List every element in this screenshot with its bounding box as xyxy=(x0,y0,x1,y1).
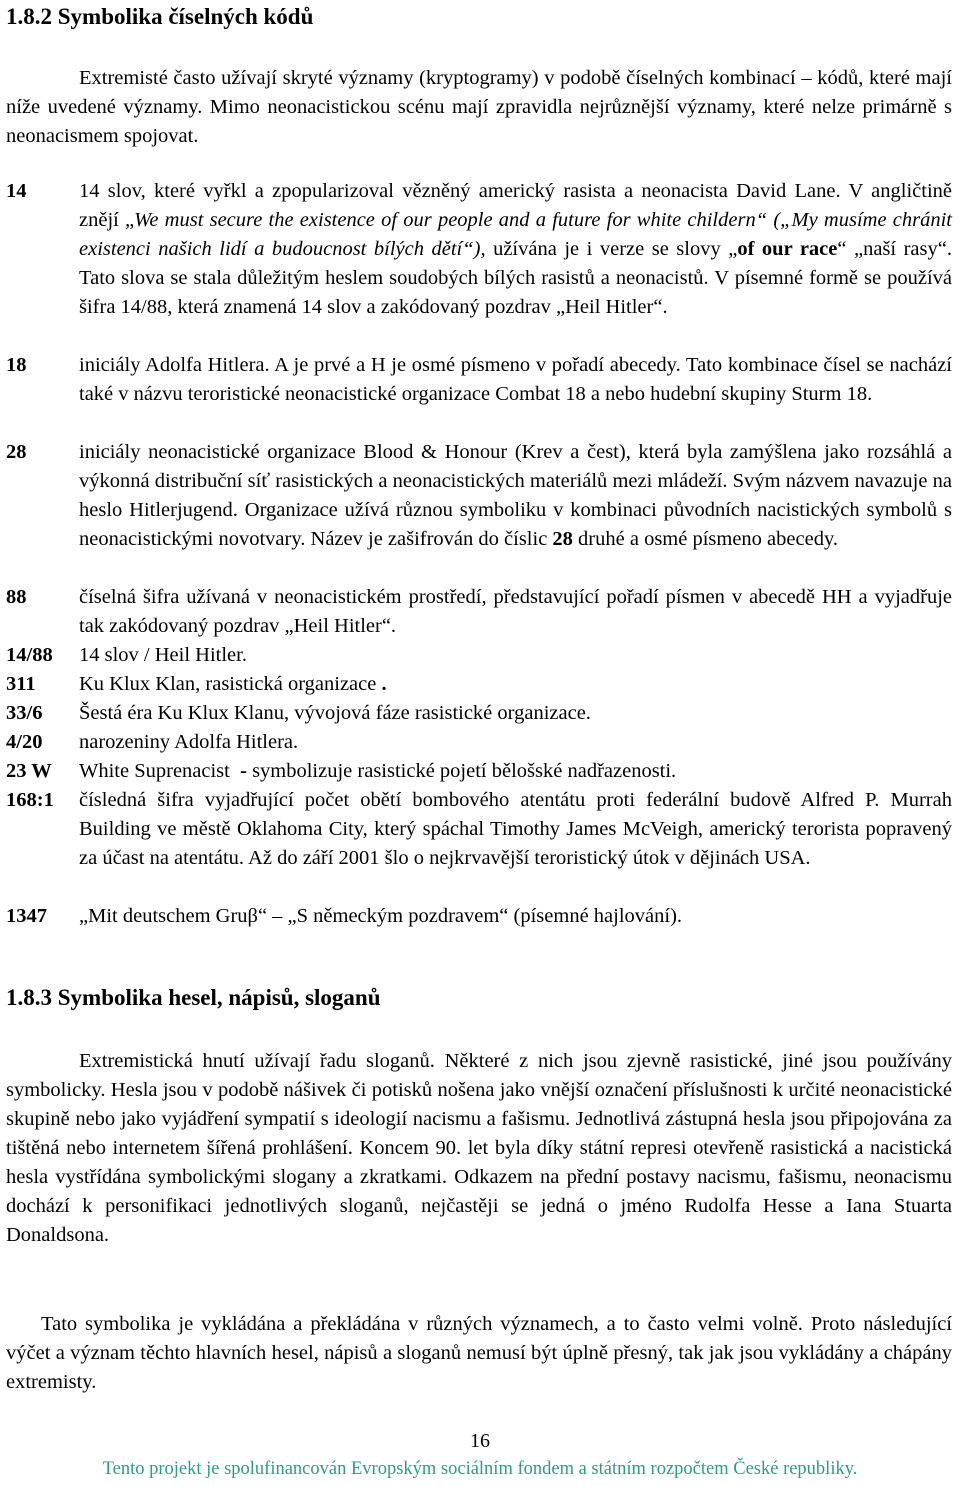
code-entry-311 xyxy=(6,670,952,699)
code-label: 23 W xyxy=(6,760,52,782)
code-entry-88 xyxy=(6,583,952,641)
section-heading-1-8-2: 1.8.2 Symbolika číselných kódů xyxy=(6,4,314,29)
code-description: 14 slov, které vyřkl a zpopularizoval vězněný americký rasista a neonacista David Lane. V angličtině znějí „We must secure the existence of our people and a future for white childern“ („My musíme chránit existenci našich lidí a budoucnost bílých dětí“), užívána je i verze se slovy „of our race“ „naší rasy“. Tato slova se stala důležitým heslem soudobých bílých rasistů a neonacistů. V písemné formě se používá šifra 14/88, která znamená 14 slov a zakódovaný pozdrav „Heil Hitler“. xyxy=(79,180,952,318)
code-description: Ku Klux Klan, rasistická organizace . xyxy=(79,673,387,695)
code-entry-23-w xyxy=(6,757,952,786)
funding-footer-note: Tento projekt je spolufinancován Evropským sociálním fondem a státním rozpočtem České republiky. xyxy=(102,1459,858,1479)
slogans-text-1: Extremistická hnutí užívají řadu sloganů. Některé z nich jsou zjevně rasistické, jiné jsou používány symbolicky. Hesla jsou v podobě nášivek či potisků nošena jako vnější označení příslušnosti k určité neonacistické skupině nebo jako vyjádření sympatií s ideologií nacismu a fašismu. Jednotlivá zástupná hesla jsou připojována za tištěná nebo internetem šířená prohlášení. Koncem 90. let byla díky státní represi otevřeně rasistická a nacistická hesla vystřídána symbolickými slogany a zkratkami. Odkazem na přední postavy nacismu, fašismu, neonacismu dochází k personifikaci jednotlivých sloganů, nejčastěji se jedná o jméno Rudolfa Hesse a Iana Stuarta Donaldsona. xyxy=(6,1050,952,1246)
code-label: 311 xyxy=(6,673,36,695)
code-description: iniciály neonacistické organizace Blood & Honour (Krev a čest), která byla zamýšlena jako rozsáhlá a výkonná distribuční síť rasistických a neonacistických materiálů mezi mládeží. Svým názvem navazuje na heslo Hitlerjugend. Organizace užívá různou symboliku v kombinaci původních nacistických symbolů s neonacistickými novotvary. Název je zašifrován do číslic 28 druhé a osmé písmeno abecedy. xyxy=(79,441,952,550)
code-description: Šestá éra Ku Klux Klanu, vývojová fáze rasistické organizace. xyxy=(79,702,591,724)
code-label: 14/88 xyxy=(6,644,53,666)
slogans-paragraph-1 xyxy=(6,1047,952,1250)
code-description: narozeniny Adolfa Hitlera. xyxy=(79,731,299,753)
code-label: 88 xyxy=(6,586,27,608)
code-entry-28 xyxy=(6,438,952,583)
page-number: 16 xyxy=(470,1430,490,1452)
code-description: číselná šifra užívaná v neonacistickém prostředí, představující pořadí písmen v abecedě HH a vyjadřuje tak zakódovaný pozdrav „Heil Hitler“. xyxy=(79,586,952,637)
code-entry-1347 xyxy=(6,902,952,931)
code-entry-33-6 xyxy=(6,699,952,728)
code-label: 4/20 xyxy=(6,731,43,753)
code-label: 14 xyxy=(6,180,27,202)
code-label: 33/6 xyxy=(6,702,43,724)
intro-text: Extremisté často užívají skryté významy (kryptogramy) v podobě číselných kombinací – kódů, které mají níže uvedené významy. Mimo neonacistickou scénu mají zpravidla nejrůznější významy, které nelze primárně s neonacismem spojovat. xyxy=(6,67,952,147)
code-label: 28 xyxy=(6,441,27,463)
code-description: 14 slov / Heil Hitler. xyxy=(79,644,247,666)
code-label: 168:1 xyxy=(6,789,54,811)
numeric-code-list xyxy=(6,177,952,931)
code-entry-4-20 xyxy=(6,728,952,757)
code-entry-18 xyxy=(6,351,952,438)
intro-paragraph xyxy=(6,64,952,151)
code-entry-14 xyxy=(6,177,952,351)
code-description: „Mit deutschem Gruβ“ – „S německým pozdravem“ (písemné hajlování). xyxy=(79,905,683,927)
code-description: White Suprenacist - symbolizuje rasistické pojetí bělošské nadřazenosti. xyxy=(79,760,677,782)
code-label: 1347 xyxy=(6,905,47,927)
code-description: iniciály Adolfa Hitlera. A je prvé a H je osmé písmeno v pořadí abecedy. Tato kombinace čísel se nachází také v názvu teroristické neonacistické organizace Combat 18 a nebo hudební skupiny Sturm 18. xyxy=(79,354,952,405)
code-entry-168-1 xyxy=(6,786,952,902)
code-entry-14-88 xyxy=(6,641,952,670)
code-label: 18 xyxy=(6,354,27,376)
slogans-paragraph-2 xyxy=(6,1310,952,1397)
slogans-text-2: Tato symbolika je vykládána a překládána v různých významech, a to často velmi volně. Proto následující výčet a význam těchto hlavních hesel, nápisů a sloganů nemusí být úplně přesný, tak jak jsou vykládány a chápány extremisty. xyxy=(6,1313,952,1393)
section-heading-1-8-3: 1.8.3 Symbolika hesel, nápisů, sloganů xyxy=(6,985,381,1010)
code-description: čísledná šifra vyjadřující počet obětí bombového atentátu proti federální budově Alfred P. Murrah Building ve městě Oklahoma City, který spáchal Timothy James McVeigh, americký terorista popravený za účast na atentátu. Až do září 2001 šlo o nejkrvavější teroristický útok v dějinách USA. xyxy=(79,789,952,869)
